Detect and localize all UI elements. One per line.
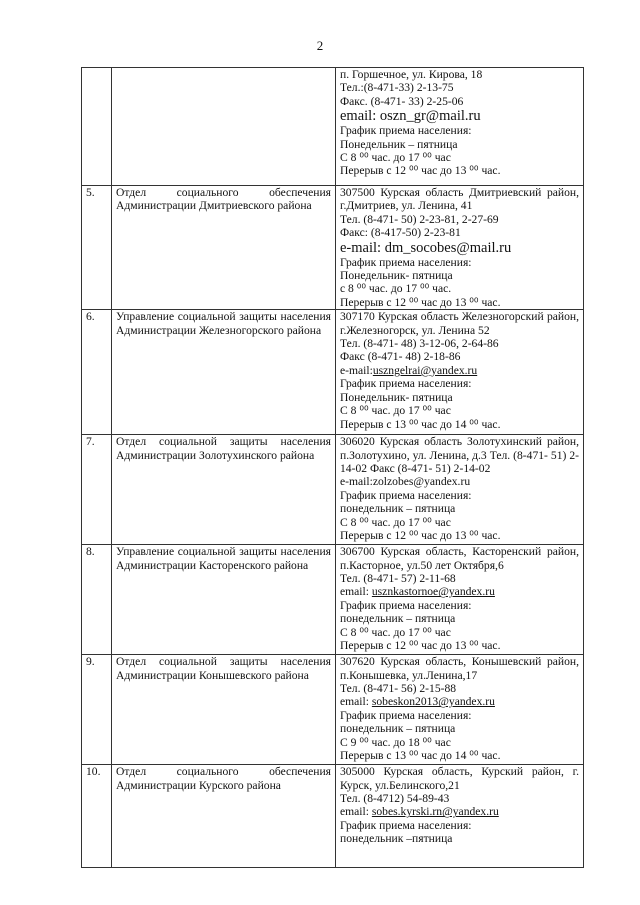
contact-details — [336, 186, 584, 310]
email-line — [340, 695, 579, 708]
organization-name: Отдел социальной защиты населения Администрации Золотухинского района — [112, 435, 336, 545]
contact-line: 305000 Курская область, Курский район, г. Курск, ул.Белинского,21 — [340, 765, 579, 792]
contact-line: График приема населения: — [340, 598, 472, 612]
email-line — [340, 108, 579, 124]
organization-name — [112, 68, 336, 186]
contact-line: 307170 Курская область Железногорский район, г.Железногорск, ул. Ленина 52 — [340, 310, 579, 337]
contact-line: График приема населения: — [340, 818, 472, 832]
email-address[interactable]: uszngelrai@yandex.ru — [372, 363, 478, 377]
departments-table — [81, 67, 584, 868]
contact-details — [336, 68, 584, 186]
contact-line: Понедельник- пятница — [340, 390, 453, 404]
email-address[interactable]: sobes.kyrski.rn@yandex.ru — [371, 805, 499, 819]
contact-details — [336, 655, 584, 765]
contact-line: 307500 Курская область Дмитриевский район, г.Дмитриев, ул. Ленина, 41 — [340, 186, 579, 213]
email-label: email: — [340, 585, 372, 599]
contact-details — [336, 310, 584, 435]
contact-line: Факс: (8-417-50) 2-23-81 — [340, 226, 461, 240]
row-number: 10. — [82, 765, 112, 868]
contact-line: Факс. (8-471- 33) 2-25-06 — [340, 94, 464, 108]
contact-line: Перерыв с 12 ⁰⁰ час до 13 ⁰⁰ час. — [340, 295, 501, 309]
contact-line: Перерыв с 13 ⁰⁰ час до 14 ⁰⁰ час. — [340, 749, 501, 763]
contact-line: С 8 ⁰⁰ час. до 17 ⁰⁰ час — [340, 151, 451, 165]
email-line — [340, 364, 579, 377]
contact-line: С 8 ⁰⁰ час. до 17 ⁰⁰ час — [340, 404, 451, 418]
row-number: 6. — [82, 310, 112, 435]
organization-name: Отдел социальной защиты населения Администрации Конышевского района — [112, 655, 336, 765]
contact-line: понедельник – пятница — [340, 612, 456, 626]
table-row — [82, 765, 584, 868]
row-number: 9. — [82, 655, 112, 765]
contact-line: понедельник –пятница — [340, 832, 453, 846]
row-number — [82, 68, 112, 186]
row-number: 8. — [82, 545, 112, 655]
email-line — [340, 240, 579, 256]
email-label: email: — [340, 695, 372, 709]
contact-line: С 8 ⁰⁰ час. до 17 ⁰⁰ час — [340, 625, 451, 639]
contact-line: Перерыв с 13 ⁰⁰ час до 14 ⁰⁰ час. — [340, 417, 501, 431]
email-address[interactable]: zolzobes@yandex.ru — [372, 475, 471, 489]
contact-line: Понедельник – пятница — [340, 137, 458, 151]
email-address[interactable]: sobeskon2013@yandex.ru — [371, 695, 495, 709]
contact-line: с 8 ⁰⁰ час. до 17 ⁰⁰ час. — [340, 282, 452, 296]
contact-line: Тел. (8-471- 48) 3-12-06, 2-64-86 — [340, 337, 499, 351]
contact-line: 307620 Курская область, Конышевский район, п.Конышевка, ул.Ленина,17 — [340, 655, 579, 682]
contact-line: Факс (8-471- 48) 2-18-86 — [340, 350, 461, 364]
organization-name: Управление социальной защиты населения Администрации Железногорского района — [112, 310, 336, 435]
email-label: e-mail: — [340, 475, 373, 489]
contact-line: 306020 Курская область Золотухинский район, п.Золотухино, ул. Ленина, д.3 Тел. (8-471- 51) 2-14-02 Факс (8-471- 51) 2-14-02 — [340, 435, 579, 476]
contact-line: Тел. (8-471- 50) 2-23-81, 2-27-69 — [340, 212, 499, 226]
email-line — [340, 475, 579, 488]
email-line — [340, 805, 579, 818]
table-row — [82, 310, 584, 435]
row-number: 7. — [82, 435, 112, 545]
contact-line: С 9 ⁰⁰ час. до 18 ⁰⁰ час — [340, 735, 451, 749]
table-row — [82, 435, 584, 545]
table-row — [82, 545, 584, 655]
contact-line: С 8 ⁰⁰ час. до 17 ⁰⁰ час — [340, 515, 451, 529]
contact-details — [336, 435, 584, 545]
contact-line: График приема населения: — [340, 124, 472, 138]
contact-line: понедельник – пятница — [340, 722, 456, 736]
email-line — [340, 585, 579, 598]
contact-line: п. Горшечное, ул. Кирова, 18 — [340, 68, 483, 81]
contact-line: Перерыв с 12 ⁰⁰ час до 13 ⁰⁰ час. — [340, 529, 501, 543]
contact-line: Перерыв с 12 ⁰⁰ час до 13 ⁰⁰ час. — [340, 164, 501, 178]
organization-name: Управление социальной защиты населения Администрации Касторенского района — [112, 545, 336, 655]
table-row — [82, 186, 584, 310]
contact-line: 306700 Курская область, Касторенский район, п.Касторное, ул.50 лет Октября,6 — [340, 545, 579, 572]
contact-line: Тел. (8-471- 56) 2-15-88 — [340, 682, 457, 696]
email-label: email: — [340, 805, 372, 819]
organization-name: Отдел социального обеспечения Администрации Дмитриевского района — [112, 186, 336, 310]
email-label: e-mail: — [340, 363, 373, 377]
contact-line: понедельник – пятница — [340, 502, 456, 516]
table-row — [82, 68, 584, 186]
email-address[interactable]: usznkastornoe@yandex.ru — [371, 585, 495, 599]
email-address[interactable]: dm_socobes@mail.ru — [384, 239, 512, 256]
row-number: 5. — [82, 186, 112, 310]
contact-details — [336, 545, 584, 655]
contact-line: График приема населения: — [340, 488, 472, 502]
contact-line: Понедельник- пятница — [340, 269, 453, 283]
contact-line: График приема населения: — [340, 708, 472, 722]
contact-line: Тел.:(8-471-33) 2-13-75 — [340, 81, 454, 95]
contact-line: Перерыв с 12 ⁰⁰ час до 13 ⁰⁰ час. — [340, 639, 501, 653]
organization-name: Отдел социального обеспечения Администрации Курского района — [112, 765, 336, 868]
contact-line: Тел. (8-471- 57) 2-11-68 — [340, 572, 456, 586]
contact-line: График приема населения: — [340, 377, 472, 391]
contact-line: Тел. (8-4712) 54-89-43 — [340, 792, 450, 806]
email-address[interactable]: oszn_gr@mail.ru — [379, 108, 481, 125]
contact-line: График приема населения: — [340, 255, 472, 269]
email-label: e-mail: — [340, 239, 385, 256]
page-number: 2 — [316, 38, 324, 53]
table-row — [82, 655, 584, 765]
contact-details — [336, 765, 584, 868]
email-label: email: — [340, 108, 380, 125]
